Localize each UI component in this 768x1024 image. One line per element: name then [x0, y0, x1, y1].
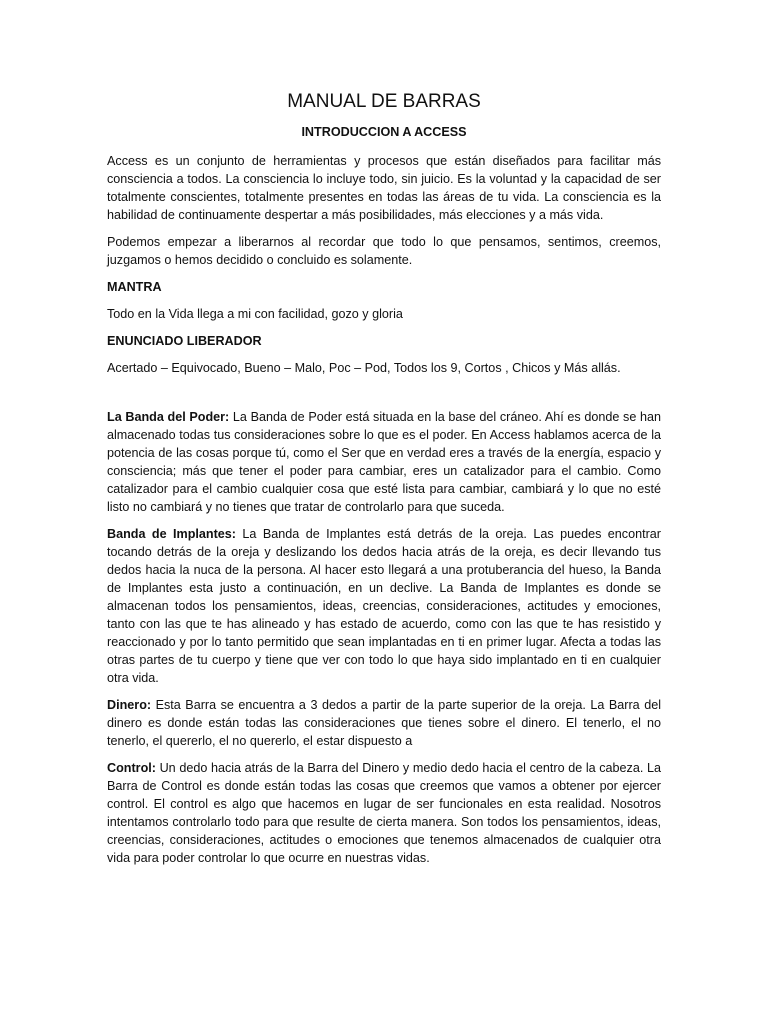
section-text: Esta Barra se encuentra a 3 dedos a partir de la parte superior de la oreja. La Barra del dinero es donde están todas las consideraciones que tienes sobre el dinero. El tenerlo, el no tenerlo, el quererlo, el no quererlo, el estar dispuesto a	[107, 698, 661, 748]
section-label: La Banda del Poder:	[107, 410, 230, 424]
document-subtitle: INTRODUCCION A ACCESS	[301, 125, 467, 139]
section-paragraph	[107, 759, 661, 867]
document-body	[107, 90, 661, 876]
section-paragraph	[107, 525, 661, 687]
intro-paragraph-2: Podemos empezar a liberarnos al recordar que todo lo que pensamos, sentimos, creemos, juzgamos o hemos decidido o concluido es solamente.	[107, 235, 661, 267]
section-paragraph	[107, 696, 661, 750]
enunciado-heading: ENUNCIADO LIBERADOR	[107, 334, 262, 348]
section-text: La Banda de Poder está situada en la base del cráneo. Ahí es donde se han almacenado todas tus consideraciones sobre lo que es el poder. En Access hablamos acerca de la potencia de las cosas porque tú, como el Ser que en verdad eres a través de la energía, espacio y consciencia; más que tener el poder para cambiar, eres un catalizador para el cambio. Como catalizador para el cambio cualquier cosa que esté lista para cambiar, cambiará y lo que no esté listo no cambiará y no tienes que tratar de controlarlo para que suceda.	[107, 410, 661, 514]
section-label: Control:	[107, 761, 156, 775]
intro-paragraph-1: Access es un conjunto de herramientas y procesos que están diseñados para facilitar más consciencia a todos. La consciencia lo incluye todo, sin juicio. Es la voluntad y la capacidad de ser totalmente conscientes, totalmente presentes en todas las áreas de tu vida. La consciencia es la habilidad de continuamente despertar a más posibilidades, más elecciones y a más vida.	[107, 154, 661, 222]
section-text: La Banda de Implantes está detrás de la oreja. Las puedes encontrar tocando detrás de la oreja y deslizando los dedos hacia atrás de la oreja, es decir llevando tus dedos hacia la nuca de la persona. Al hacer esto llegará a una protuberancia del hueso, la Banda de Implantes esta justo a continuación, en un declive. La Banda de Implantes es donde se almacenan todos los pensamientos, ideas, creencias, consideraciones, actitudes y emociones, tanto con las que te has alineado y has estado de acuerdo, como con las que te has resistido y reaccionado y por lo tanto permitido que sean implantadas en ti en primer lugar. Afecta a todas las otras partes de tu cuerpo y tiene que ver con todo lo que haya sido implantado en ti en cualquier otra vida.	[107, 527, 662, 685]
section-label: Dinero:	[107, 698, 152, 712]
document-title: MANUAL DE BARRAS	[287, 91, 481, 112]
section-paragraph	[107, 408, 661, 516]
mantra-heading: MANTRA	[107, 280, 162, 294]
mantra-text: Todo en la Vida llega a mi con facilidad, gozo y gloria	[107, 307, 403, 321]
section-spacer	[107, 386, 661, 408]
enunciado-text: Acertado – Equivocado, Bueno – Malo, Poc – Pod, Todos los 9, Cortos , Chicos y Más allás.	[107, 361, 621, 375]
section-text: Un dedo hacia atrás de la Barra del Dinero y medio dedo hacia el centro de la cabeza. La Barra de Control es donde están todas las cosas que creemos que vamos a obtener por ejercer control. El control es algo que hacemos en lugar de ser funcionales en esta realidad. Nosotros intentamos controlarlo todo para que resulte de cierta manera. Son todos los pensamientos, ideas, creencias, consideraciones, actitudes o emociones que tenemos almacenados de cualquier otra vida para poder controlar lo que ocurre en nuestras vidas.	[107, 761, 661, 865]
section-label: Banda de Implantes:	[107, 527, 237, 541]
